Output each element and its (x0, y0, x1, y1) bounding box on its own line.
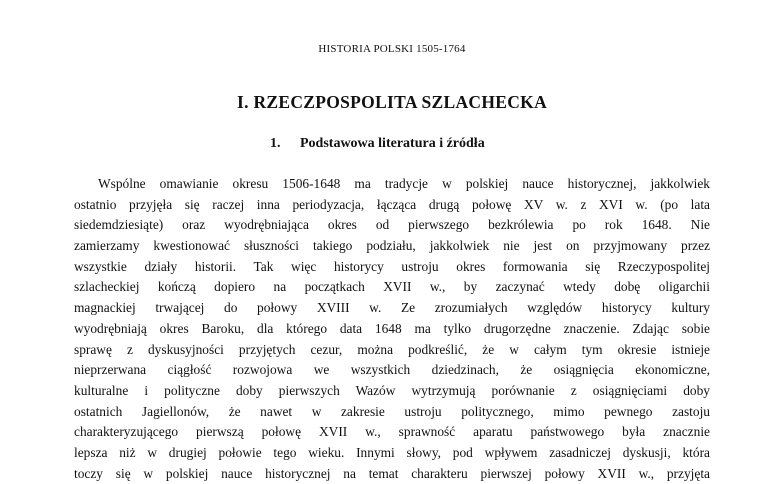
paragraph-line: wszystkie działy historii. Tak więc historycy ustroju okres formowania się Rzeczypospolitej (74, 258, 710, 274)
paragraph-line: lepsza niż w drugiej połowie tego wieku. Innymi słowy, pod wpływem zasadniczej dyskusji, która (74, 444, 710, 460)
running-head: HISTORIA POLSKI 1505-1764 (318, 43, 466, 55)
paragraph-line: wyodrębniają okres Baroku, dla którego data 1648 ma tylko drugorzędne znaczenie. Zdając sobie (74, 320, 710, 336)
paragraph-line: magnackiej trwającej do połowy XVIII w. Ze zrozumiałych względów historycy kultury (74, 300, 710, 316)
paragraph-line: ostatnich Jagiellonów, że nawet w zakresie ustroju politycznego, mimo pewnego zastoju (74, 403, 710, 419)
paragraph-line: Wspólne omawianie okresu 1506-1648 ma tradycje w polskiej nauce historycznej, jakkolwiek (98, 176, 710, 191)
section-title-text: Podstawowa literatura i źródła (300, 136, 485, 151)
paragraph-line: charakteryzującego pierwszą połowę XVII w., sprawność aparatu państwowego była znacznie (74, 424, 710, 440)
section-number: 1. (270, 136, 281, 151)
chapter-title: I. RZECZPOSPOLITA SZLACHECKA (236, 92, 548, 112)
paragraph-line: szlacheckiej kończą dopiero na początkach XVII w., by zaczynać wtedy dobę oligarchii (74, 279, 710, 295)
paragraph-line: sprawę z dyskusyjności przyjętych cezur, można podkreślić, że w całym tym okresie istnieje (74, 341, 710, 357)
paragraph-line: nieprzerwana ciągłość rozwojowa we wszystkich dziedzinach, że osiągnięcia ekonomiczne, (74, 362, 710, 378)
section-heading (270, 136, 485, 152)
paragraph-line: zamierzamy kwestionować słuszności takiego podziału, jakkolwiek nie jest on przyjmowany przez (74, 238, 710, 254)
paragraph-line: ostatnio przyjęła się raczej inna periodyzacja, łącząca drugą połowę XV w. z XVI w. (po lata (74, 196, 710, 212)
body-paragraph (74, 174, 710, 484)
paragraph-line: toczy się w polskiej nauce historycznej na temat charakteru pierwszej połowy XVII w., przyjęta (74, 465, 710, 481)
paragraph-line: siedemdziesiąte) oraz wyodrębniająca okres od pierwszego bezkrólewia po rok 1648. Nie (74, 217, 710, 233)
paragraph-line: kulturalne i polityczne doby pierwszych Wazów wytrzymują porównanie z osiągnięciami doby (74, 382, 710, 398)
